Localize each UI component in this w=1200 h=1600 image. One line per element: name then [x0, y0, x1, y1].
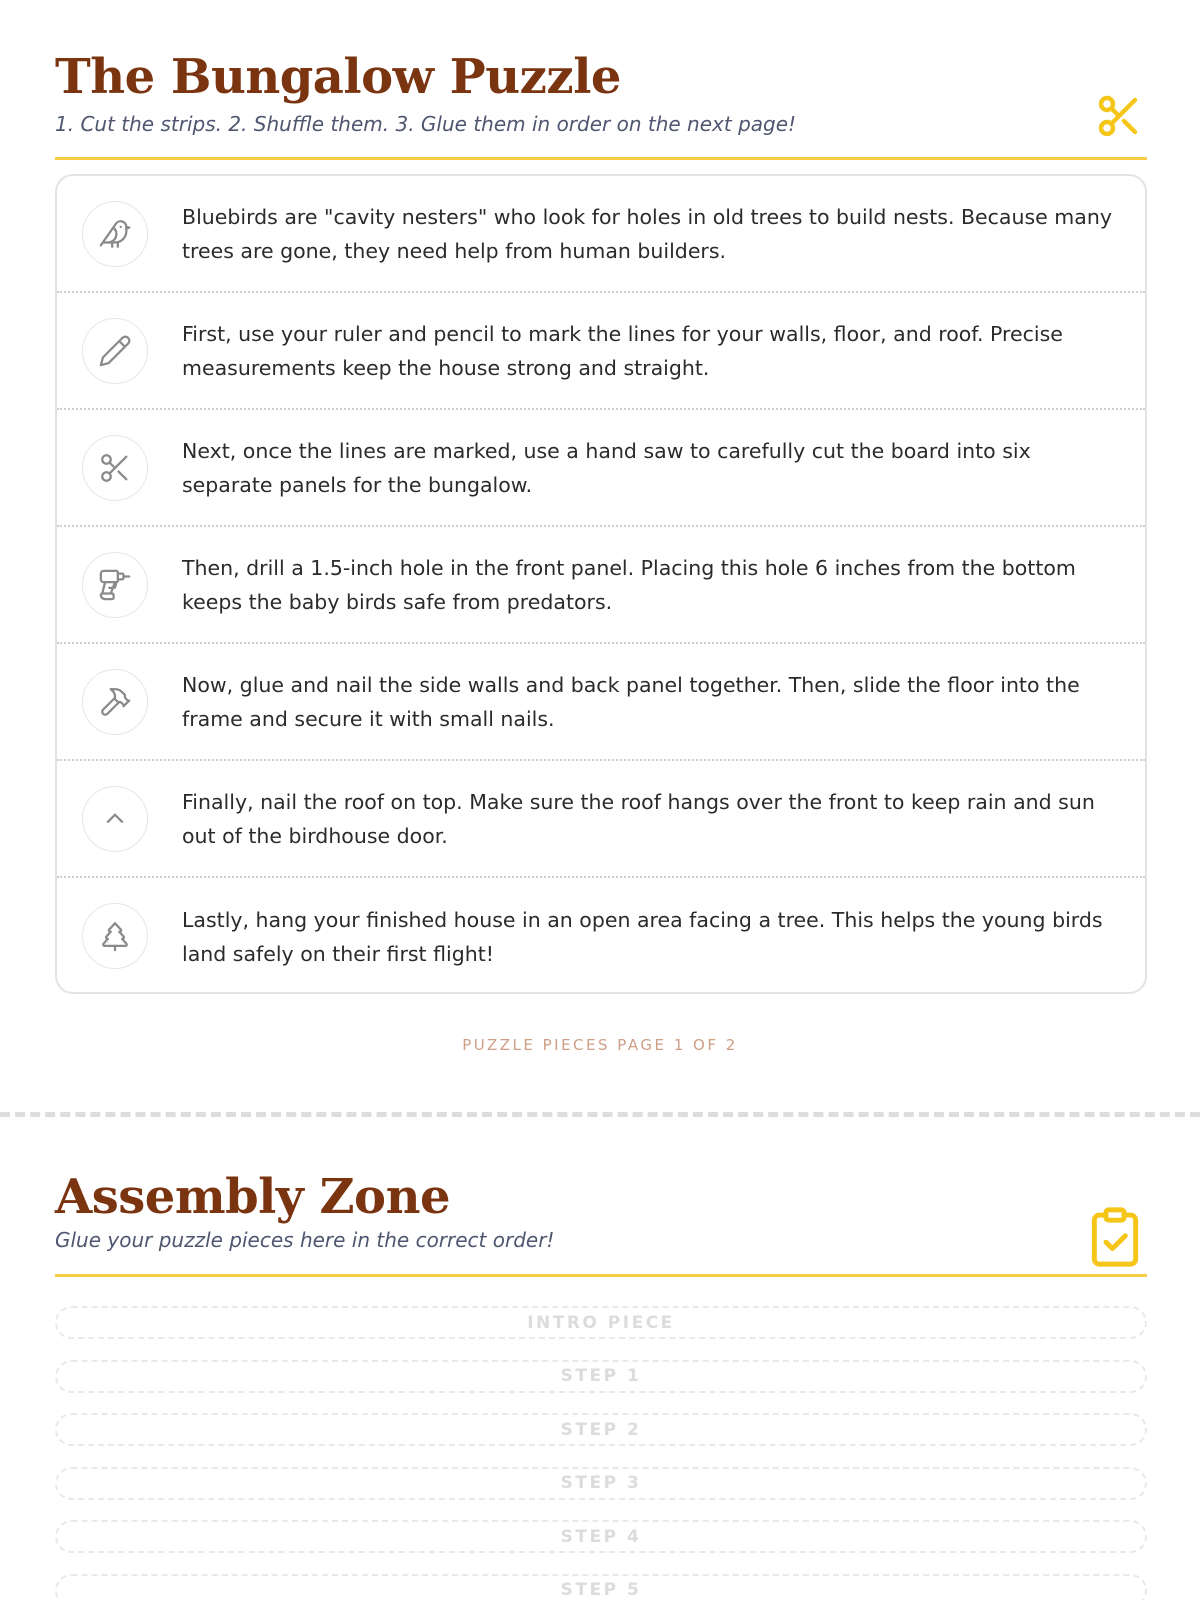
puzzle-strip[interactable]	[57, 761, 1145, 878]
page-subtitle: Glue your puzzle pieces here in the correct order!	[55, 1228, 555, 1252]
page-title: The Bungalow Puzzle	[55, 49, 621, 105]
tree-icon	[98, 919, 132, 953]
puzzle-strip[interactable]	[57, 410, 1145, 527]
glue-slot[interactable]: STEP 4	[55, 1520, 1147, 1553]
glue-slot[interactable]: INTRO PIECE	[55, 1306, 1147, 1339]
strip-icon-holder	[82, 786, 148, 852]
puzzle-strips	[55, 174, 1147, 994]
bird-icon	[98, 217, 132, 251]
scissors-icon	[1095, 92, 1143, 140]
strip-text: Lastly, hang your finished house in an open area facing a tree. This helps the young birds land safely on their first flight!	[182, 907, 1103, 966]
page-header	[55, 48, 1147, 160]
page-footer: PUZZLE PIECES PAGE 1 OF 2	[462, 1036, 738, 1054]
puzzle-strip[interactable]	[57, 293, 1145, 410]
hammer-icon	[98, 685, 132, 719]
strip-text: Next, once the lines are marked, use a hand saw to carefully cut the board into six separate panels for the bungalow.	[182, 438, 1031, 497]
puzzle-strip[interactable]	[57, 878, 1145, 994]
strip-text: Finally, nail the roof on top. Make sure the roof hangs over the front to keep rain and sun out of the birdhouse door.	[182, 789, 1095, 848]
strip-text: First, use your ruler and pencil to mark the lines for your walls, floor, and roof. Precise measurements keep the house strong and straight.	[182, 321, 1063, 380]
glue-slot[interactable]: STEP 5	[55, 1574, 1147, 1600]
glue-slot[interactable]: STEP 1	[55, 1360, 1147, 1393]
glue-slot[interactable]: STEP 3	[55, 1467, 1147, 1500]
strip-icon-holder	[82, 552, 148, 618]
assembly-slots	[55, 1306, 1147, 1600]
strip-icon-holder	[82, 435, 148, 501]
clipboard-check-icon	[1089, 1206, 1141, 1268]
roof-chevron-icon	[98, 802, 132, 836]
scissors-icon	[98, 451, 132, 485]
assembly-page	[0, 1120, 1200, 1600]
strip-icon-holder	[82, 903, 148, 969]
page-subtitle: 1. Cut the strips. 2. Shuffle them. 3. Glue them in order on the next page!	[55, 112, 797, 136]
drill-icon	[98, 568, 132, 602]
strip-icon-holder	[82, 669, 148, 735]
page-title: Assembly Zone	[55, 1169, 451, 1225]
strip-text: Bluebirds are "cavity nesters" who look for holes in old trees to build nests. Because many trees are gone, they need help from human builders.	[182, 204, 1112, 263]
puzzle-strip[interactable]	[57, 176, 1145, 293]
strip-text: Then, drill a 1.5-inch hole in the front panel. Placing this hole 6 inches from the bottom keeps the baby birds safe from predators.	[182, 555, 1076, 614]
puzzle-strip[interactable]	[57, 527, 1145, 644]
strip-icon-holder	[82, 201, 148, 267]
page-header	[55, 1168, 1147, 1277]
strip-icon-holder	[82, 318, 148, 384]
pencil-icon	[98, 334, 132, 368]
page-divider	[0, 1112, 1200, 1117]
puzzle-strip[interactable]	[57, 644, 1145, 761]
glue-slot[interactable]: STEP 2	[55, 1413, 1147, 1446]
strip-text: Now, glue and nail the side walls and back panel together. Then, slide the floor into the frame and secure it with small nails.	[182, 672, 1080, 731]
